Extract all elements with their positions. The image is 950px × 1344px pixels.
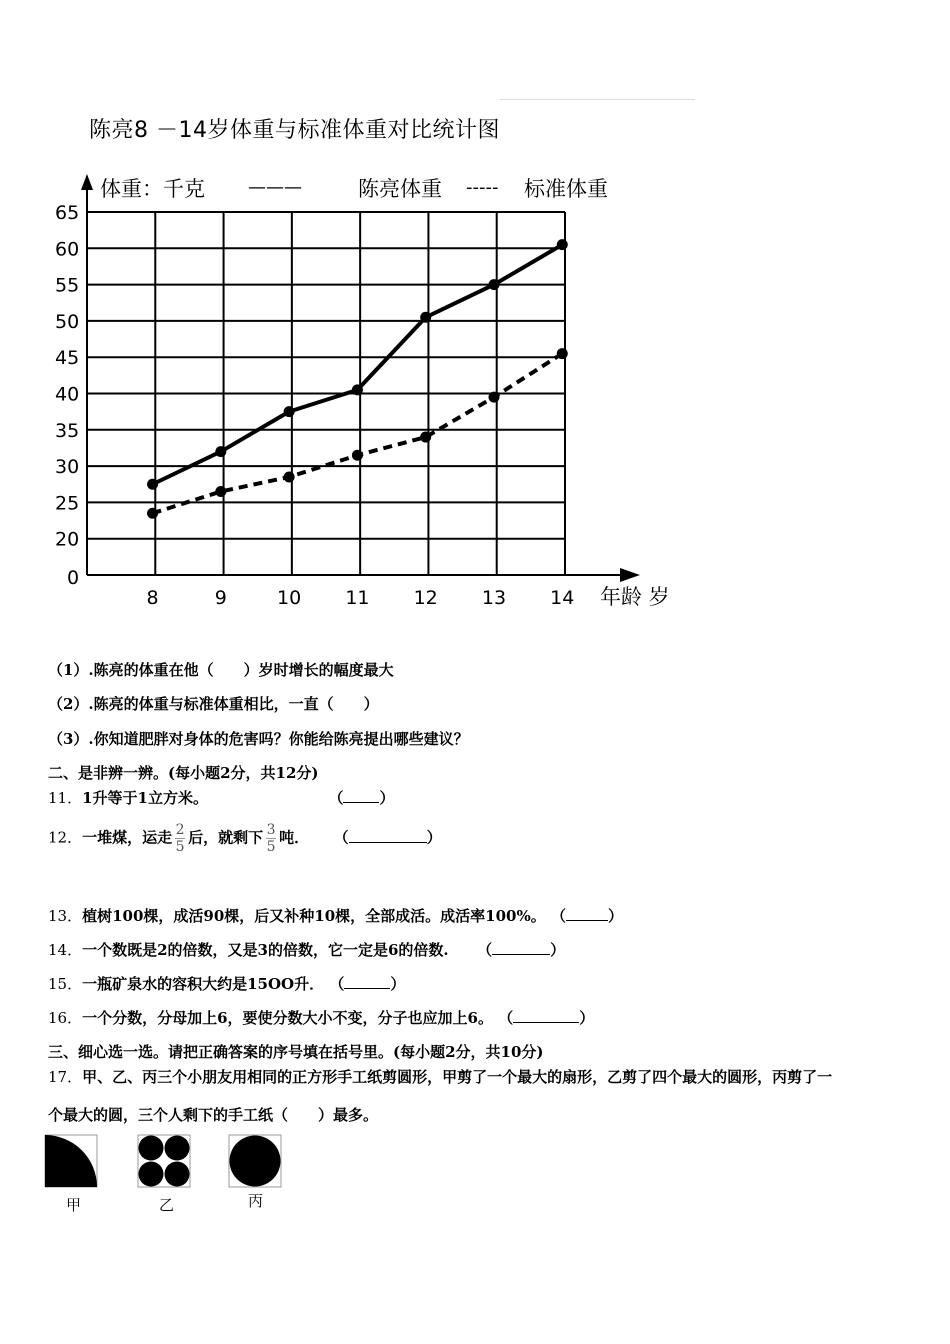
q11-number: 11．	[48, 789, 83, 807]
q15-paren-open: （	[329, 975, 345, 993]
q16-number: 16．	[48, 1009, 83, 1027]
chart-question-2: （2）.陈亮的体重与标准体重相比，一直（ ）	[48, 695, 379, 713]
shape-label-yi: 乙	[159, 1196, 175, 1214]
shape-bing	[229, 1135, 281, 1187]
chart-title: 陈亮8 －14岁体重与标准体重对比统计图	[89, 118, 500, 143]
y-tick-labels	[55, 202, 79, 589]
standard-weight-point	[147, 508, 158, 519]
question-16	[48, 1007, 594, 1028]
question-11	[48, 787, 394, 808]
shape-yi	[138, 1135, 190, 1187]
legend-solid-label: 陈亮体重	[358, 177, 442, 201]
frac2-denominator: 5	[266, 839, 276, 855]
q14-text: 一个数既是2的倍数，又是3的倍数，它一定是6的倍数.	[82, 941, 449, 959]
standard-weight-point	[284, 471, 295, 482]
legend-solid-sample: ———	[248, 177, 302, 198]
chenliang-weight-point	[420, 312, 431, 323]
q13-answer-blank[interactable]	[566, 906, 608, 921]
frac1-denominator: 5	[175, 839, 185, 855]
standard-weight-point	[352, 450, 363, 461]
standard-weight-point	[557, 348, 568, 359]
y-axis-arrow-icon	[81, 174, 93, 190]
y-tick-label: 65	[55, 202, 80, 224]
x-tick-label: 10	[277, 587, 302, 609]
standard-weight-point	[215, 486, 226, 497]
y-tick-label: 30	[55, 456, 80, 479]
q12-text-c: 吨．	[279, 828, 310, 847]
question-14	[48, 939, 565, 960]
chenliang-weight-point	[488, 279, 499, 290]
q11-answer-blank[interactable]	[343, 788, 379, 803]
q11-paren-close: ）	[379, 789, 395, 807]
q12-paren-open: （	[333, 828, 349, 847]
q14-number: 14．	[48, 941, 83, 959]
y-tick-label: 45	[55, 347, 80, 370]
frac2-numerator: 3	[266, 822, 276, 838]
chart-question-3: （3）.你知道肥胖对身体的危害吗？你能给陈亮提出哪些建议？	[48, 730, 469, 748]
chenliang-weight-line	[153, 245, 563, 485]
q16-answer-blank[interactable]	[513, 1008, 579, 1023]
chenliang-weight-point	[284, 406, 295, 417]
shape-jia	[45, 1135, 97, 1187]
small-circle-icon	[165, 1162, 190, 1187]
q12-text-b: 后，就剩下	[188, 828, 264, 847]
standard-weight-point	[488, 392, 499, 403]
shape-label-jia: 甲	[66, 1196, 82, 1214]
q12-answer-blank[interactable]	[349, 828, 427, 843]
section3-heading: 三、细心选一选。请把正确答案的序号填在括号里。(每小题2分，共10分)	[48, 1043, 544, 1061]
fraction-2-5	[175, 822, 185, 855]
y-tick-label: 55	[55, 274, 80, 297]
small-circle-icon	[139, 1136, 164, 1161]
q11-paren-open: （	[328, 789, 344, 807]
fraction-3-5	[266, 822, 276, 855]
weight-chart	[0, 0, 950, 640]
section2-heading: 二、是非辨一辨。(每小题2分，共12分)	[48, 764, 319, 782]
q14-paren-open: （	[477, 941, 493, 959]
q12-text-a: 一堆煤，运走	[82, 828, 173, 847]
standard-weight-point	[420, 432, 431, 443]
y-axis-label: 体重：千克	[100, 177, 205, 201]
y-tick-label: 0	[67, 567, 80, 589]
question-17-line1	[48, 1066, 928, 1087]
q17-number: 17．	[48, 1068, 83, 1086]
y-tick-label: 20	[55, 528, 80, 551]
frac1-numerator: 2	[175, 822, 185, 838]
standard-weight-line	[153, 354, 563, 514]
x-tick-label: 8	[146, 587, 159, 609]
legend-dashed-label: 标准体重	[524, 177, 608, 201]
q13-number: 13．	[48, 907, 83, 925]
y-tick-label: 50	[55, 310, 80, 333]
q16-text: 一个分数，分母加上6，要使分数大小不变，分子也应加上6。	[82, 1009, 493, 1027]
q15-answer-blank[interactable]	[344, 974, 390, 989]
y-tick-label: 40	[55, 383, 80, 406]
y-tick-label: 60	[55, 238, 80, 261]
chenliang-weight-point	[352, 384, 363, 395]
q13-paren-close: ）	[607, 907, 623, 925]
q15-paren-close: ）	[390, 975, 406, 993]
small-circle-icon	[165, 1136, 190, 1161]
q12-paren-close: ）	[426, 828, 442, 847]
q13-text: 植树100棵，成活90棵，后又补种10棵，全部成活。成活率100%。	[82, 907, 546, 925]
question-15	[48, 973, 405, 994]
x-axis-arrow-icon	[620, 568, 640, 582]
x-tick-labels	[147, 587, 575, 609]
paper-shapes	[44, 1134, 294, 1194]
q13-paren-open: （	[550, 907, 566, 925]
y-tick-label: 35	[55, 419, 80, 442]
q17-text-line1: 甲、乙、丙三个小朋友用相同的正方形手工纸剪圆形，甲剪了一个最大的扇形，乙剪了四个最大的圆形，丙剪了一	[82, 1068, 833, 1086]
q14-paren-close: ）	[550, 941, 566, 959]
legend-dashed-sample: -----	[466, 177, 499, 198]
q16-paren-close: ）	[579, 1009, 595, 1027]
chart-series	[147, 239, 568, 519]
x-tick-label: 13	[481, 587, 507, 609]
chart-question-1: （1）.陈亮的体重在他（ ）岁时增长的幅度最大	[48, 661, 394, 679]
chenliang-weight-point	[215, 446, 226, 457]
q16-paren-open: （	[498, 1009, 514, 1027]
question-12	[48, 822, 442, 855]
x-tick-label: 11	[345, 587, 370, 609]
q17-text-line2: 个最大的圆，三个人剩下的手工纸（ ）最多。	[48, 1106, 379, 1124]
y-tick-label: 25	[55, 492, 80, 515]
x-tick-label: 9	[214, 587, 227, 609]
chenliang-weight-point	[147, 479, 158, 490]
small-circle-icon	[139, 1162, 164, 1187]
large-circle-icon	[230, 1136, 281, 1187]
q14-answer-blank[interactable]	[492, 940, 550, 955]
shape-label-bing: 丙	[248, 1192, 264, 1210]
q11-text: 1升等于1立方米。	[82, 789, 208, 807]
x-axis-label: 年龄 岁	[600, 585, 670, 609]
x-tick-label: 12	[413, 587, 438, 609]
x-tick-label: 14	[550, 587, 575, 609]
q15-number: 15．	[48, 975, 83, 993]
q12-number: 12．	[48, 828, 83, 847]
question-13	[48, 905, 623, 926]
chenliang-weight-point	[557, 239, 568, 250]
q15-text: 一瓶矿泉水的容积大约是15OO升．	[82, 975, 325, 993]
